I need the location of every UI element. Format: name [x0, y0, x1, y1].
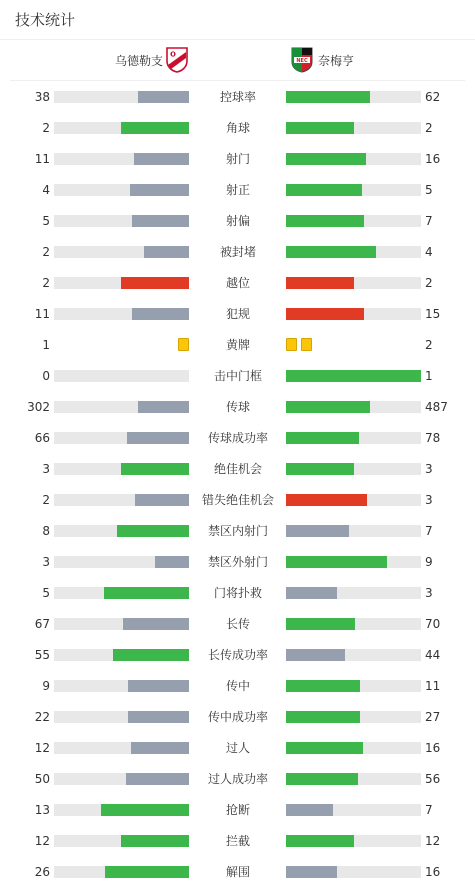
panel-title: 技术统计 [0, 0, 475, 40]
home-stat-value: 12 [34, 741, 50, 755]
away-stat-value: 16 [425, 741, 441, 755]
stat-row [0, 174, 475, 205]
home-stat-value: 3 [42, 462, 50, 476]
away-stat-value: 2 [425, 338, 433, 352]
home-yellow-cards [174, 338, 189, 352]
home-stat-value: 22 [34, 710, 50, 724]
away-stat-bar [286, 370, 421, 382]
away-stat-bar [286, 432, 421, 444]
stat-label: 抢断 [225, 803, 250, 817]
away-stat-bar-fill [286, 649, 345, 661]
home-stat-bar-fill [132, 308, 189, 320]
away-stat-bar [286, 153, 421, 165]
away-stat-bar [286, 246, 421, 258]
home-stat-bar-fill [105, 866, 189, 878]
home-stat-value: 26 [34, 865, 50, 879]
home-stat-value: 0 [42, 369, 50, 383]
home-stat-value: 3 [42, 555, 50, 569]
stat-label: 被封堵 [219, 245, 256, 259]
stat-label: 击中门框 [213, 369, 262, 383]
home-stat-bar-fill [121, 835, 189, 847]
stat-row [0, 112, 475, 143]
stat-row [0, 732, 475, 763]
nec-nijmegen-crest-icon[interactable] [290, 47, 314, 73]
away-stat-bar [286, 463, 421, 475]
home-stat-bar [54, 215, 189, 227]
away-stat-bar-fill [286, 370, 421, 382]
away-stat-bar [286, 804, 421, 816]
home-stat-bar [54, 91, 189, 103]
away-stat-value: 7 [425, 524, 433, 538]
away-stat-value: 9 [425, 555, 433, 569]
stat-row [0, 205, 475, 236]
home-stat-value: 9 [42, 679, 50, 693]
svg-text:NEC: NEC [296, 58, 308, 64]
away-stat-bar [286, 742, 421, 754]
away-team-name[interactable]: 奈梅亨 [318, 54, 355, 68]
stat-label: 射正 [225, 183, 250, 197]
away-stat-bar [286, 773, 421, 785]
home-stat-bar [54, 432, 189, 444]
stat-label: 过人成功率 [207, 772, 268, 786]
stat-row [0, 856, 475, 887]
home-stat-bar [54, 773, 189, 785]
home-stat-bar-fill [138, 91, 189, 103]
home-stat-bar-fill [155, 556, 189, 568]
yellow-card-icon [286, 338, 297, 351]
away-stat-bar-fill [286, 91, 370, 103]
home-stat-value: 4 [42, 183, 50, 197]
away-stat-bar-fill [286, 556, 387, 568]
home-stat-bar [54, 277, 189, 289]
stat-label: 错失绝佳机会 [201, 493, 274, 507]
home-stat-bar-fill [101, 804, 189, 816]
stat-label: 拦截 [225, 834, 250, 848]
team-header [10, 40, 465, 81]
home-stat-value: 2 [42, 276, 50, 290]
home-stat-bar [54, 401, 189, 413]
yellow-card-icon [178, 338, 189, 351]
away-stat-value: 2 [425, 276, 433, 290]
stat-label: 门将扑救 [213, 586, 262, 600]
home-stat-bar-fill [121, 122, 189, 134]
home-stat-bar [54, 618, 189, 630]
stat-label: 射偏 [225, 214, 250, 228]
away-stat-bar-fill [286, 246, 376, 258]
stat-row [0, 236, 475, 267]
away-stat-value: 27 [425, 710, 441, 724]
stat-label: 禁区外射门 [207, 555, 268, 569]
away-stat-bar-fill [286, 866, 337, 878]
away-stat-value: 5 [425, 183, 433, 197]
away-stat-bar-fill [286, 494, 367, 506]
stat-label: 长传成功率 [207, 648, 268, 662]
home-stat-bar [54, 649, 189, 661]
stat-label: 射门 [225, 152, 250, 166]
away-stat-bar-fill [286, 153, 366, 165]
stat-row [0, 763, 475, 794]
away-stat-value: 7 [425, 803, 433, 817]
away-stat-value: 62 [425, 90, 441, 104]
stat-label: 犯规 [225, 307, 250, 321]
away-stat-bar-fill [286, 308, 364, 320]
home-stat-value: 302 [27, 400, 50, 414]
stat-label: 传中 [225, 679, 250, 693]
away-stat-value: 56 [425, 772, 441, 786]
home-stat-bar [54, 804, 189, 816]
away-stat-value: 12 [425, 834, 441, 848]
yellow-card-icon [301, 338, 312, 351]
away-stat-value: 1 [425, 369, 433, 383]
away-stat-bar [286, 649, 421, 661]
home-stat-bar-fill [134, 153, 189, 165]
away-stat-value: 70 [425, 617, 441, 631]
stat-row [0, 391, 475, 422]
home-stat-bar-fill [113, 649, 189, 661]
away-stat-bar [286, 494, 421, 506]
stat-row [0, 701, 475, 732]
home-stat-bar-fill [123, 618, 189, 630]
away-stat-value: 487 [425, 400, 448, 414]
stat-row [0, 825, 475, 856]
stat-row [0, 267, 475, 298]
stat-label: 传中成功率 [207, 710, 268, 724]
home-stat-value: 5 [42, 586, 50, 600]
away-stat-value: 3 [425, 493, 433, 507]
stat-label: 过人 [225, 741, 250, 755]
stat-label: 黄牌 [225, 338, 250, 352]
home-stat-bar [54, 153, 189, 165]
away-stat-bar [286, 525, 421, 537]
home-stat-value: 11 [34, 152, 50, 166]
stat-row [0, 639, 475, 670]
away-stat-bar-fill [286, 711, 360, 723]
away-stat-value: 7 [425, 214, 433, 228]
home-stat-value: 11 [34, 307, 50, 321]
away-stat-value: 16 [425, 152, 441, 166]
home-stat-bar-fill [138, 401, 189, 413]
stat-row [0, 670, 475, 701]
home-stat-bar [54, 835, 189, 847]
away-stat-bar [286, 122, 421, 134]
home-stat-bar [54, 184, 189, 196]
home-stat-bar-fill [132, 215, 189, 227]
home-stat-value: 2 [42, 245, 50, 259]
away-stat-bar-fill [286, 401, 370, 413]
home-stat-bar [54, 711, 189, 723]
home-stat-bar [54, 463, 189, 475]
away-stat-bar-fill [286, 215, 364, 227]
stat-row [0, 608, 475, 639]
away-stat-bar-fill [286, 463, 354, 475]
home-stat-value: 5 [42, 214, 50, 228]
home-stat-bar [54, 680, 189, 692]
away-stat-value: 11 [425, 679, 441, 693]
fc-utrecht-crest-icon[interactable] [165, 47, 189, 73]
home-stat-value: 2 [42, 121, 50, 135]
away-stat-value: 44 [425, 648, 441, 662]
stat-label: 禁区内射门 [207, 524, 268, 538]
away-stat-bar [286, 277, 421, 289]
away-stat-bar [286, 866, 421, 878]
stat-row [0, 360, 475, 391]
stat-row [0, 546, 475, 577]
home-stat-bar [54, 246, 189, 258]
home-stat-bar [54, 742, 189, 754]
home-stat-bar-fill [117, 525, 189, 537]
away-stat-bar-fill [286, 432, 359, 444]
home-stat-bar-fill [128, 680, 189, 692]
home-stat-bar-fill [144, 246, 189, 258]
home-stat-bar [54, 525, 189, 537]
away-stat-bar [286, 835, 421, 847]
home-stat-value: 2 [42, 493, 50, 507]
home-stat-value: 13 [34, 803, 50, 817]
stat-row [0, 484, 475, 515]
home-stat-bar-fill [121, 277, 189, 289]
away-stat-bar-fill [286, 525, 349, 537]
home-stat-value: 66 [34, 431, 50, 445]
away-stat-bar-fill [286, 804, 333, 816]
stats-list [0, 81, 475, 887]
stat-row [0, 577, 475, 608]
stat-row [0, 298, 475, 329]
home-stat-value: 8 [42, 524, 50, 538]
away-stat-bar-fill [286, 618, 355, 630]
home-stat-value: 55 [34, 648, 50, 662]
stat-label: 传球 [225, 400, 250, 414]
stat-row [0, 143, 475, 174]
home-team-name[interactable]: 乌德勒支 [114, 54, 163, 68]
away-stat-bar-fill [286, 122, 354, 134]
stat-row [0, 329, 475, 360]
away-stat-bar [286, 711, 421, 723]
home-stat-value: 67 [34, 617, 50, 631]
away-stat-value: 16 [425, 865, 441, 879]
away-stat-value: 78 [425, 431, 441, 445]
away-stat-bar-fill [286, 277, 354, 289]
home-stat-bar-fill [126, 773, 189, 785]
away-stat-bar [286, 91, 421, 103]
away-stat-value: 4 [425, 245, 433, 259]
home-stat-bar-fill [127, 432, 189, 444]
away-stat-value: 3 [425, 462, 433, 476]
stat-label: 长传 [225, 617, 250, 631]
stat-row [0, 794, 475, 825]
stat-row [0, 515, 475, 546]
home-stat-value: 1 [42, 338, 50, 352]
home-stat-bar-fill [130, 184, 189, 196]
stat-label: 绝佳机会 [213, 462, 262, 476]
away-yellow-cards [286, 338, 316, 352]
away-stat-bar [286, 587, 421, 599]
home-stat-bar [54, 122, 189, 134]
away-stat-value: 2 [425, 121, 433, 135]
stat-row [0, 422, 475, 453]
home-stat-bar-fill [135, 494, 189, 506]
away-stat-bar-fill [286, 773, 358, 785]
home-stat-bar [54, 494, 189, 506]
away-stat-value: 15 [425, 307, 441, 321]
stat-row [0, 81, 475, 112]
away-stat-bar-fill [286, 835, 354, 847]
home-stat-bar-fill [104, 587, 189, 599]
home-stat-bar [54, 587, 189, 599]
home-stat-bar-fill [121, 463, 189, 475]
home-stat-value: 12 [34, 834, 50, 848]
home-stat-bar [54, 308, 189, 320]
home-stat-bar-fill [128, 711, 189, 723]
away-stat-bar [286, 215, 421, 227]
away-stat-bar [286, 556, 421, 568]
away-stat-bar [286, 308, 421, 320]
home-stat-bar [54, 370, 189, 382]
home-stat-bar [54, 556, 189, 568]
home-stat-bar [54, 866, 189, 878]
stat-label: 角球 [225, 121, 250, 135]
away-stat-bar [286, 680, 421, 692]
stat-label: 解围 [225, 865, 250, 879]
away-stat-bar [286, 401, 421, 413]
away-stat-bar [286, 184, 421, 196]
away-stat-value: 3 [425, 586, 433, 600]
stat-label: 传球成功率 [207, 431, 268, 445]
home-stat-value: 38 [34, 90, 50, 104]
away-stat-bar-fill [286, 587, 337, 599]
away-stat-bar-fill [286, 184, 362, 196]
stat-label: 越位 [225, 276, 250, 290]
home-stat-value: 50 [34, 772, 50, 786]
stat-label: 控球率 [219, 90, 256, 104]
away-stat-bar-fill [286, 680, 360, 692]
home-stat-bar-fill [131, 742, 189, 754]
stat-row [0, 453, 475, 484]
away-stat-bar [286, 618, 421, 630]
away-stat-bar-fill [286, 742, 363, 754]
